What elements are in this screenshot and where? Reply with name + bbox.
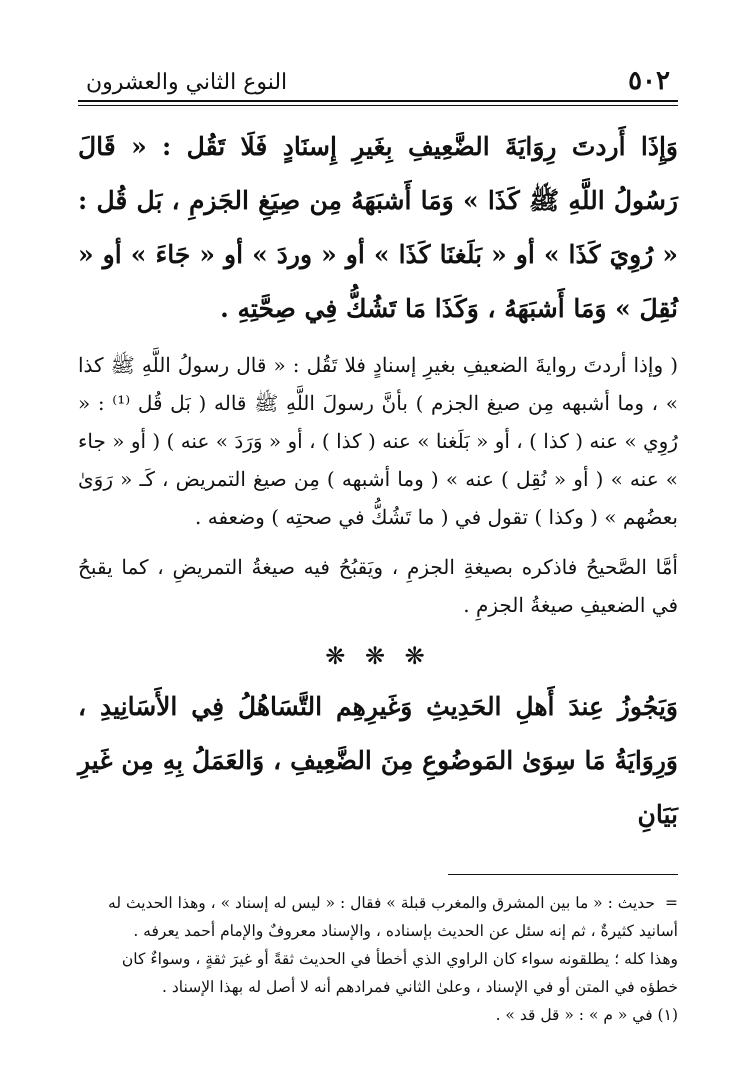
page-number: ٥٠٢ [628,66,670,96]
footnote-rule [448,874,678,875]
sharh-paragraph-2: أمَّا الصَّحيحُ فاذكره بصيغةِ الجزمِ ، ويَقبُحُ فيه صيغةُ التمريضِ ، كما يقبحُ في الضعيفِ صيغةُ الجزمِ . [78,555,678,617]
matn-paragraph-2: وَيَجُوزُ عِندَ أَهلِ الحَدِيثِ وَغَيرِهِم التَّسَاهُلُ فِي الأَسَانِيدِ ، وَرِوَايَةُ مَا سِوَىٰ المَوضُوعِ مِنَ الضَّعِيفِ ، وَالعَمَلُ بِهِ مِن غَيرِ بَيَانِ [78,692,678,829]
sharh-paragraph-1: ( وإذا أردتَ روايةَ الضعيفِ بغيرِ إسنادٍ فلا تَقُل : « قال رسولُ اللَّهِ ﷺ كذا » ، وما أشبهه مِن صيغ الجزم ) بأنَّ رسولَ اللَّهِ ﷺ قاله ( بَل قُل ⁽¹⁾ : « رُوِي » عنه ( كذا ) ، أو « بَلَغنا » عنه ( كذا ) ، أو « وَرَدَ » عنه ) ( أو « جاء » عنه » ( أو « نُقِل ) عنه » ( وما أشبهه ) مِن صيغ التمريض ، كَـ « رَوَىٰ بعضُهم » ( وكذا ) تقول في ( ما تَشُكُّ في صحتِه ) وضعفه . [78,353,679,529]
footnotes [78,889,678,1029]
book-page [78,58,678,1058]
header-rule-thin [78,105,678,106]
page-header [78,58,678,94]
footnote-continuation-line: أسانيد كثيرةٌ ، ثم إنه سئل عن الحديث بإسناده ، والإسناد معروفٌ والإمام أحمد يعرفه . [133,922,678,940]
footnote-continuation-line: وهذا كله ؛ يطلقونه سواء كان الراوي الذي أخطأ في الحديث ثقةً أو غيرَ ثقةٍ ، وسواءٌ كان [121,950,678,968]
running-title: النوع الثاني والعشرون [86,70,288,95]
matn-paragraph-1: وَإِذَا أَردتَ رِوَايَةَ الضَّعِيفِ بِغَيرِ إِسنَادٍ فَلَا تَقُل : « قَالَ رَسُولُ اللَّهِ ﷺ كَذَا » وَمَا أَشبَهَهُ مِن صِيَغِ الجَزمِ ، بَل قُل : « رُوِيَ كَذَا » أو « بَلَغنَا كَذَا » أو « وردَ » أو « جَاءَ » أو « نُقِلَ » وَمَا أَشبَهَهُ ، وَكَذَا مَا تَشُكُّ فِي صِحَّتِهِ . [78,132,678,323]
footnote-continuation-line: خطؤه في المتن أو في الإسناد ، وعلىٰ الثاني فمرادهم أنه لا أصل له بهذا الإسناد . [162,978,678,996]
section-separator: ❋ ❋ ❋ [325,642,431,670]
continuation-marker: = [665,894,678,912]
footnote-continuation [78,889,678,917]
footnote-1: (١) في « م » : « قل قد » . [495,1006,678,1024]
header-rule-thick [78,100,678,102]
footnote-continuation-line: حديث : « ما بين المشرق والمغرب قبلة » فقال : « ليس له إسناد » ، وهذا الحديث له [108,894,655,912]
